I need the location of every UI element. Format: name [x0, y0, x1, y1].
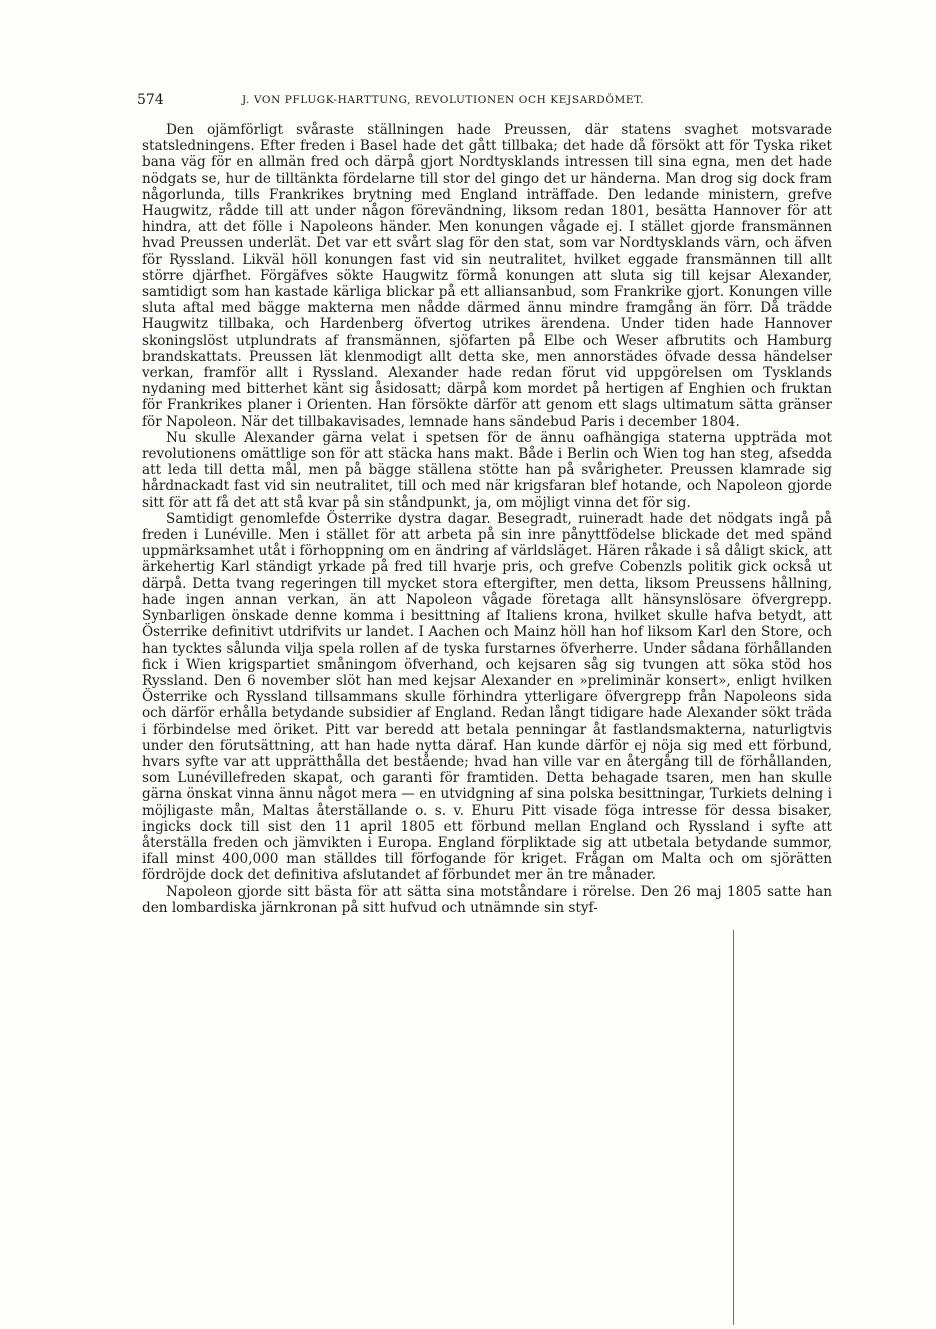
paragraph-osterrike: Samtidigt genomlefde Österrike dystra dagar. Besegradt, ruineradt hade det nödgats ingå på freden i Lunéville. Men i stället för att arbeta på sin inre pånyttfödelse blickade det med spänd uppmärksamhet utåt i förhoppning om en ändring af världsläget. Hären råkade i så dåligt skick, att ärkehertig Karl ständigt yrkade på fred till hvarje pris, och grefve Cobenzls politik gick också ut därpå. Detta tvang regeringen till mycket stora eftergifter, men detta, liksom Preussens hållning, hade ingen annan verkan, än att Napoleon vågade företaga allt hänsynslösare öfvergrepp. Synbarligen önskade denne komma i besittning af Italiens krona, hvilket skulle hafva betydt, att Österrike definitivt utdrifvits ur landet. I Aachen och Mainz höll han hof liksom Karl den Store, och han tycktes sålunda vilja spela rollen af de tyska furstarnes öfverherre. Under sådana förhållanden fick i Wien krigspartiet småningom öfverhand, och kejsaren såg sig tvungen att söka stöd hos Ryssland. Den 6 november slöt han med kejsar Alexander en »preliminär konsert», enligt hvilken Österrike och Ryssland tillsammans skulle förhindra ytterligare öfvergrepp från Napoleons sida och därför erhålla betydande subsidier af England. Redan långt tidigare hade Alexander sökt träda i förbindelse med öriket. Pitt var beredd att betala penningar åt fastlandsmakterna, naturligtvis under den förutsättning, att han hade nytta däraf. Han kunde därför ej nöja sig med ett förbund, hvars syfte var att upprätthålla det bestående; hvad han ville var en återgång till de förhållanden, som Lunévillefreden skapat, och garanti för framtiden. Detta behagade tsaren, men han skulle gärna önskat vinna ännu något mera — en utvidgning af sina polska besittningar, Turkiets delning i möjligaste mån, Maltas återställande o. s. v. Ehuru Pitt visade föga intresse för dessa bisaker, ingicks dock till sist den 11 april 1805 ett förbund mellan England och Ryssland i syfte att återställa freden och jämvikten i Europa. England förpliktade sig att utbetala betydande summor, ifall minst 400,000 man ställdes till förfogande för kriget. Frågan om Malta och om sjörätten fördröjde dock det definitiva afslutandet af förbundet mer än tre månader.	[142, 510, 832, 884]
body-text	[142, 122, 832, 916]
running-head: J. VON PFLUGK-HARTTUNG, REVOLUTIONEN OCH KEJSARDÖMET.	[242, 94, 645, 106]
page-header	[137, 92, 827, 114]
paragraph-alexander: Nu skulle Alexander gärna velat i spetsen för de ännu oafhängiga staterna uppträda mot revolutionens omättlige son för att stäcka hans makt. Både i Berlin och Wien tog han steg, afsedda att leda till detta mål, men på bägge ställena stötte han på svårigheter. Preussen klamrade sig hårdnackadt fast vid sin neutralitet, till och med när krigsfaran blef hotande, och Napoleon gjorde sitt för att få det att stå kvar på sin ståndpunkt, ja, om möjligt vinna det för sig.	[142, 429, 832, 511]
paragraph-preussen: Den ojämförligt svåraste ställningen hade Preussen, där statens svaghet motsvarade statsledningens. Efter freden i Basel hade det gått tillbaka; det hade då försökt att för Tyska riket bana väg för en allmän fred och därpå gjort Nordtysklands intressen till sina egna, men det hade nödgats se, hur de tilltänkta fördelarne till stor del gingo det ur händerna. Man drog sig dock fram någorlunda, tills Frankrikes brytning med England inträffade. Den ledande ministern, grefve Haugwitz, rådde till att under någon förevändning, liksom redan 1801, besätta Hannover för att hindra, att det fölle i Napoleons händer. Men konungen vågade ej. I stället gjorde fransmännen hvad Preussen underlät. Det var ett svårt slag för den stat, som var Nordtysklands värn, och äfven för Ryssland. Likväl höll konungen fast vid sin neutralitet, hvilket eggade fransmännen till allt större djärfhet. Förgäfves sökte Haugwitz förmå konungen att sluta sig till kejsar Alexander, samtidigt som han kastade kärliga blickar på ett alliansanbud, som Frankrike gjort. Konungen ville sluta aftal med bägge makterna men nådde därmed ännu mindre framgång än förr. Då trädde Haugwitz tillbaka, och Hardenberg öfvertog utrikes ärendena. Under tiden hade Hannover skoningslöst utplundrats af fransmännen, sjöfarten på Elbe och Weser afbrutits och Hamburg brandskattats. Preussen lät klenmodigt allt detta ske, men annorstädes öfvade dessa händelser verkan, framför allt i Ryssland. Alexander hade redan förut vid uppgörelsen om Tysklands nydaning med bitterhet känt sig åsidosatt; därpå kom mordet på hertigen af Enghien och fruktan för Frankrikes planer i Orienten. Han försökte därför att genom ett slags ultimatum sätta gränser för Napoleon. När det tillbakavisades, lemnade hans sändebud Paris i december 1804.	[142, 122, 832, 430]
scan-fold-line	[733, 930, 734, 1325]
page-number: 574	[137, 92, 164, 108]
paragraph-napoleon: Napoleon gjorde sitt bästa för att sätta sina motståndare i rörelse. Den 26 maj 1805 satte han den lombardiska järnkronan på sitt hufvud och utnämnde sin styf-	[142, 883, 832, 916]
